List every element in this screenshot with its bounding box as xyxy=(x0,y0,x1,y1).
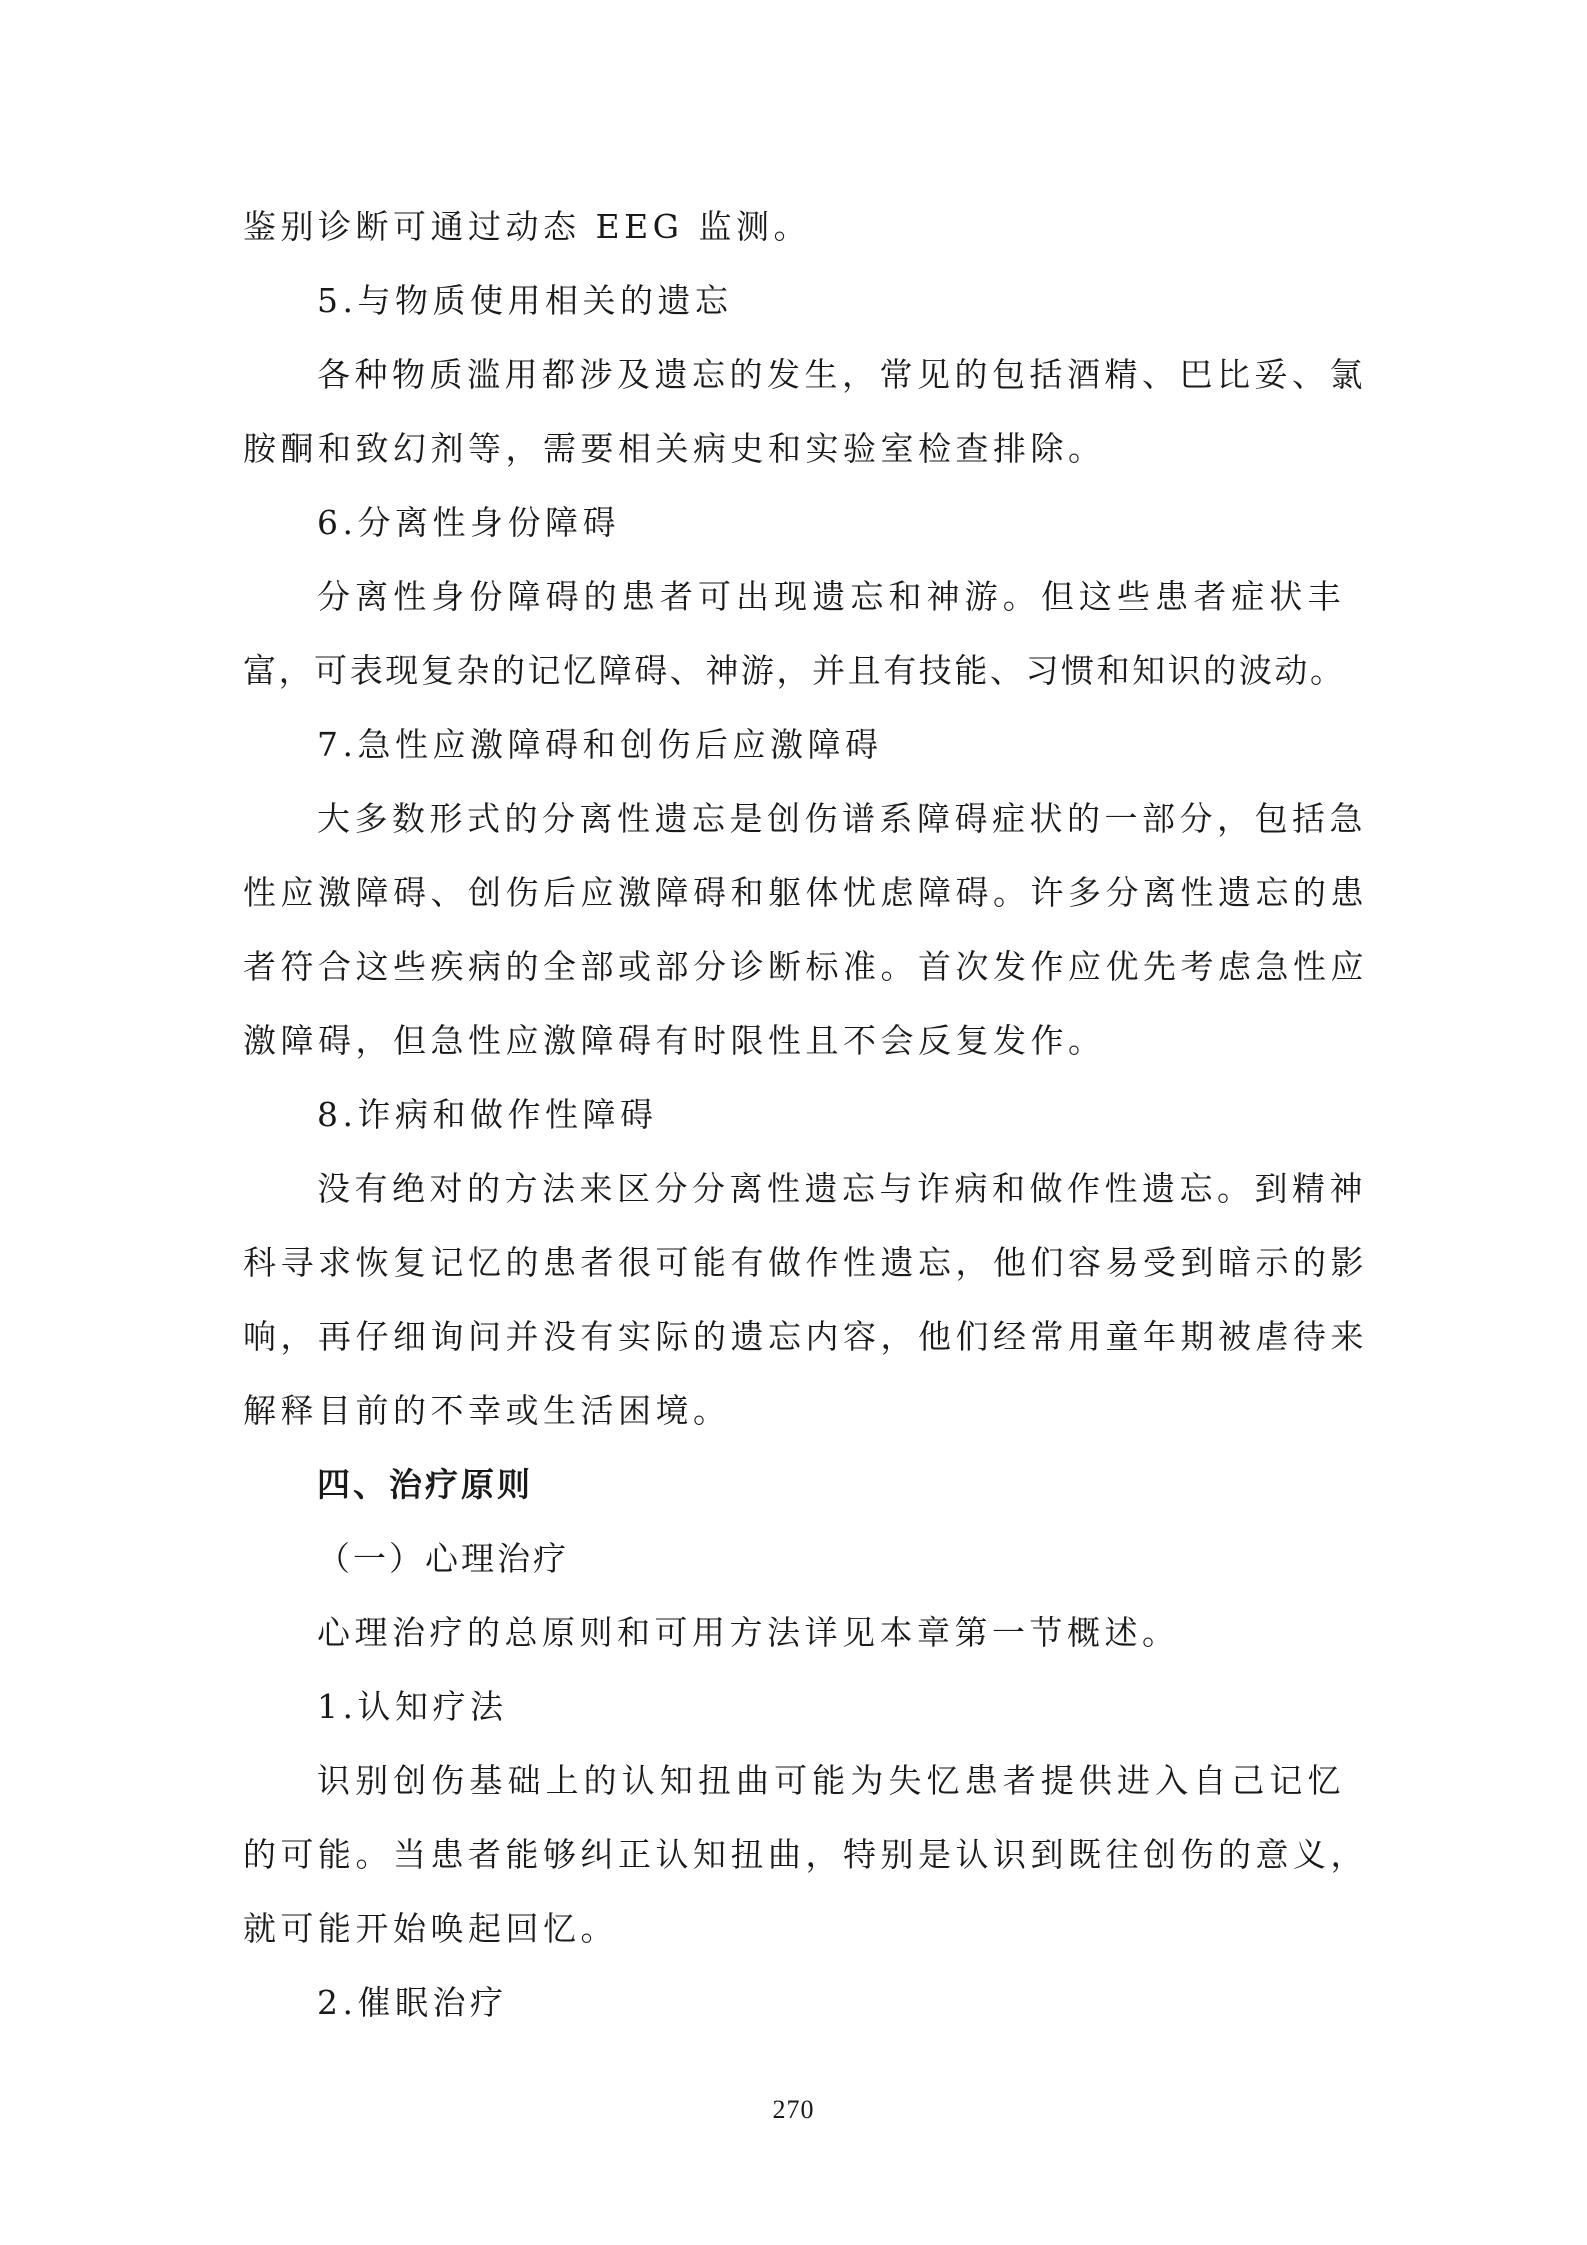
section-heading: 8.诈病和做作性障碍 xyxy=(317,1095,658,1134)
paragraph-line: 激障碍，但急性应激障碍有时限性且不会反复发作。 xyxy=(243,1021,1106,1060)
paragraph-line: 大多数形式的分离性遗忘是创伤谱系障碍症状的一部分，包括急 xyxy=(317,799,1367,838)
paragraph-line: 响，再仔细询问并没有实际的遗忘内容，他们经常用童年期被虐待来 xyxy=(243,1317,1368,1356)
paragraph-line: 的可能。当患者能够纠正认知扭曲，特别是认识到既往创伤的意义， xyxy=(243,1835,1368,1874)
chapter-heading: 四、治疗原则 xyxy=(317,1465,533,1504)
section-heading: 7.急性应激障碍和创伤后应激障碍 xyxy=(317,725,883,764)
subsection-heading: （一）心理治疗 xyxy=(317,1539,569,1578)
section-heading: 5.与物质使用相关的遗忘 xyxy=(317,281,733,320)
paragraph-line: 没有绝对的方法来区分分离性遗忘与诈病和做作性遗忘。到精神 xyxy=(317,1169,1367,1208)
paragraph-line: 解释目前的不幸或生活困境。 xyxy=(243,1391,731,1430)
paragraph-line: 就可能开始唤起回忆。 xyxy=(243,1909,618,1948)
paragraph-line: 者符合这些疾病的全部或部分诊断标准。首次发作应优先考虑急性应 xyxy=(243,947,1368,986)
paragraph-line: 各种物质滥用都涉及遗忘的发生，常见的包括酒精、巴比妥、氯 xyxy=(317,355,1367,394)
paragraph-line: 心理治疗的总原则和可用方法详见本章第一节概述。 xyxy=(317,1613,1180,1652)
paragraph-line: 性应激障碍、创伤后应激障碍和躯体忧虑障碍。许多分离性遗忘的患 xyxy=(243,873,1368,912)
page-number: 270 xyxy=(772,2095,815,2124)
paragraph-line: 识别创伤基础上的认知扭曲可能为失忆患者提供进入自己记忆 xyxy=(317,1761,1345,1800)
paragraph-line: 鉴别诊断可通过动态 EEG 监测。 xyxy=(243,207,812,246)
paragraph-line: 分离性身份障碍的患者可出现遗忘和神游。但这些患者症状丰 xyxy=(317,577,1345,616)
paragraph-line: 胺酮和致幻剂等，需要相关病史和实验室检查排除。 xyxy=(243,429,1106,468)
body-text xyxy=(243,190,1368,2040)
section-heading: 2.催眠治疗 xyxy=(317,1983,508,2022)
paragraph-line: 科寻求恢复记忆的患者很可能有做作性遗忘，他们容易受到暗示的影 xyxy=(243,1243,1368,1282)
section-heading: 6.分离性身份障碍 xyxy=(317,503,620,542)
paragraph-line: 富，可表现复杂的记忆障碍、神游，并且有技能、习惯和知识的波动。 xyxy=(243,651,1345,690)
section-heading: 1.认知疗法 xyxy=(317,1687,508,1726)
